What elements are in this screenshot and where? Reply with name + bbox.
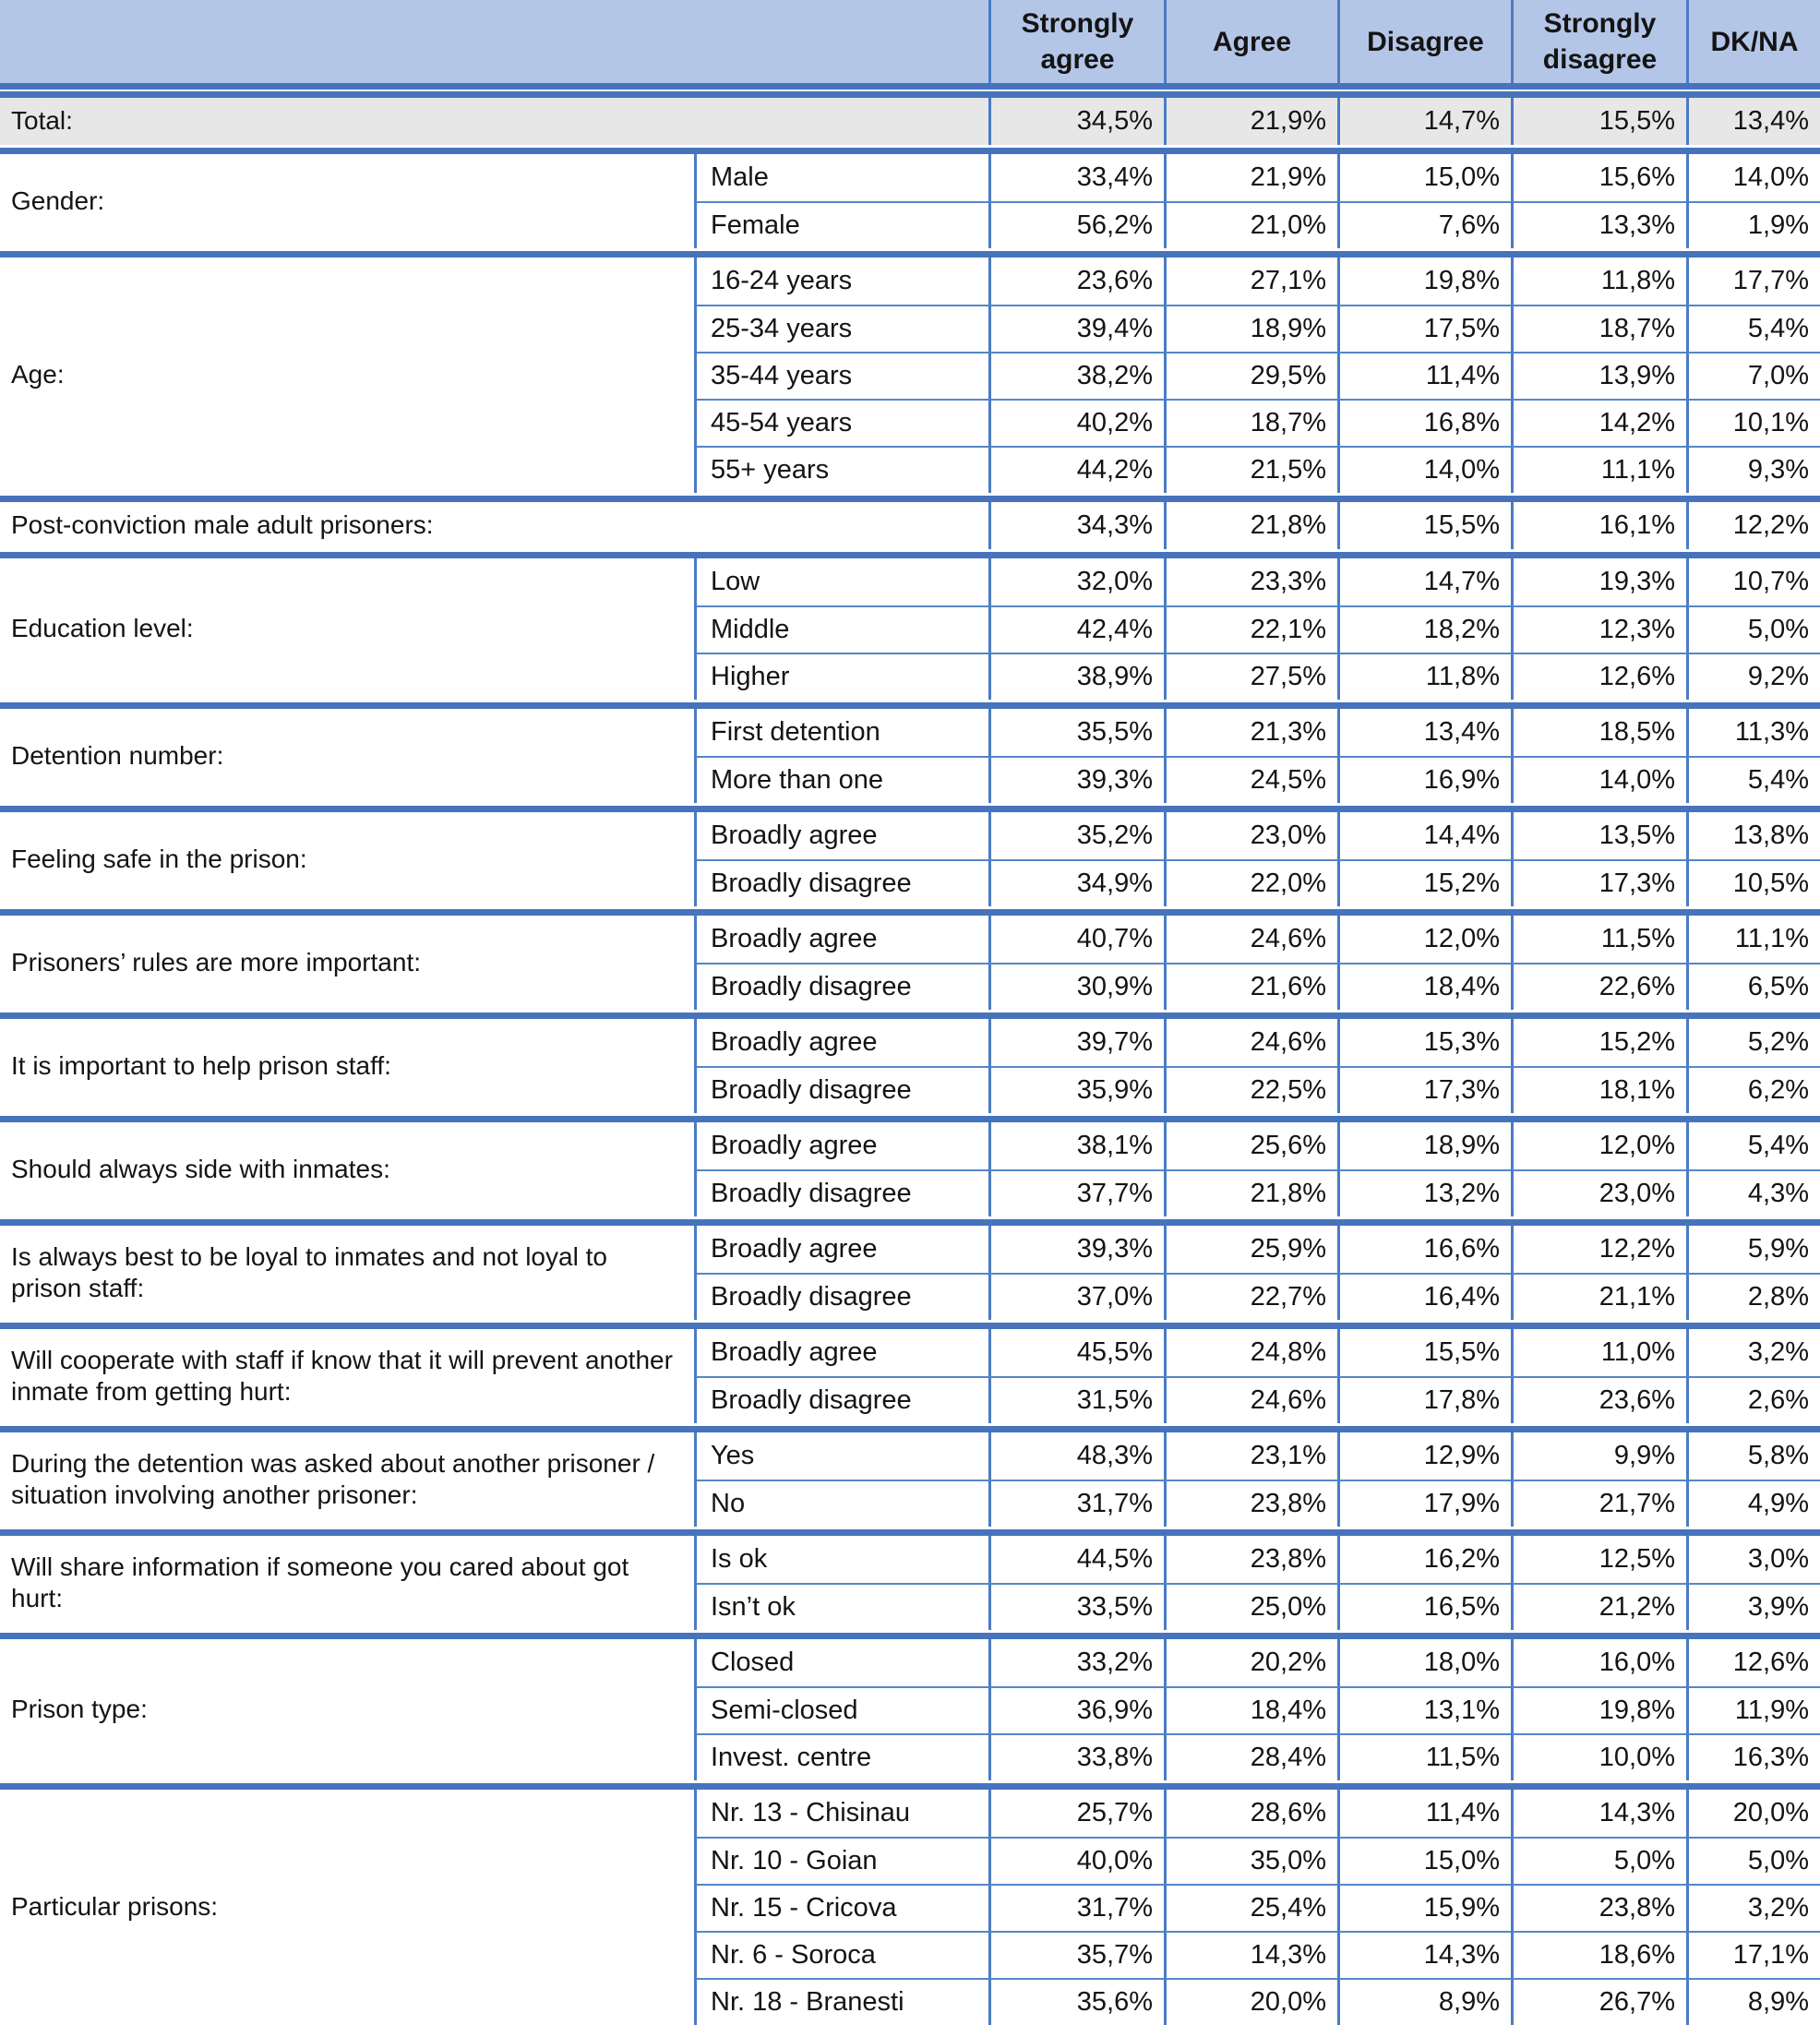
value-cell: 17,7% [1686,258,1820,305]
value-cell: 2,8% [1686,1273,1820,1320]
value-cell: 31,7% [988,1884,1164,1931]
value-cell: 18,0% [1337,1639,1511,1686]
category-label: Detention number: [11,740,224,770]
value-cell: 21,3% [1164,709,1337,756]
value-cell: 34,9% [988,859,1164,906]
value-cell: 9,3% [1686,446,1820,493]
table-header-row [0,0,1820,90]
category-label: Feeling safe in the prison: [11,844,307,873]
value-cell: 32,0% [988,558,1164,605]
value-cell: 21,1% [1511,1273,1686,1320]
value-cell: 14,3% [1164,1931,1337,1978]
value-cell: 11,8% [1337,653,1511,700]
value-cell: 12,3% [1511,605,1686,653]
value-cell: 27,1% [1164,258,1337,305]
value-cell: 34,5% [988,98,1164,145]
value-cell: 5,4% [1686,1122,1820,1169]
value-cell: 18,7% [1164,399,1337,446]
value-cell: 13,3% [1511,201,1686,248]
value-cell: 15,2% [1511,1019,1686,1066]
value-cell: 22,0% [1164,859,1337,906]
value-cell: 27,5% [1164,653,1337,700]
subcategory-label: Middle [694,605,988,653]
category-label: Is always best to be loyal to inmates and not loyal to prison staff: [11,1241,607,1302]
value-cell: 11,3% [1686,709,1820,756]
value-cell: 13,1% [1337,1686,1511,1733]
value-cell: 23,8% [1164,1480,1337,1527]
value-cell: 23,0% [1164,812,1337,859]
value-cell: 22,6% [1511,963,1686,1010]
value-cell: 23,6% [988,258,1164,305]
value-cell: 5,2% [1686,1019,1820,1066]
subcategory-label: Is ok [694,1536,988,1583]
value-cell: 12,2% [1511,1226,1686,1273]
value-cell: 16,3% [1686,1733,1820,1780]
table-section [0,806,1820,906]
value-cell: 44,2% [988,446,1164,493]
subcategory-label: Female [694,201,988,248]
subcategory-label: Low [694,558,988,605]
value-cell: 5,4% [1686,756,1820,803]
value-cell: 13,4% [1686,98,1820,145]
value-cell: 25,9% [1164,1226,1337,1273]
value-cell: 36,9% [988,1686,1164,1733]
value-cell: 40,7% [988,916,1164,963]
value-cell: 12,0% [1511,1122,1686,1169]
value-cell: 42,4% [988,605,1164,653]
category-label: Will share information if someone you cared about got hurt: [11,1552,629,1612]
value-cell: 20,2% [1164,1639,1337,1686]
value-cell: 21,9% [1164,154,1337,201]
subcategory-label: Broadly disagree [694,1273,988,1320]
subcategory-label: Broadly agree [694,812,988,859]
value-cell: 33,2% [988,1639,1164,1686]
category-label: Gender: [11,186,105,215]
value-cell: 39,7% [988,1019,1164,1066]
value-cell: 33,8% [988,1733,1164,1780]
value-cell: 25,0% [1164,1583,1337,1630]
value-cell: 3,2% [1686,1884,1820,1931]
table-section [0,1633,1820,1780]
value-cell: 40,2% [988,399,1164,446]
value-cell: 20,0% [1686,1790,1820,1837]
column-header: Strongly agree [988,0,1164,83]
value-cell: 18,9% [1337,1122,1511,1169]
value-cell: 17,3% [1337,1066,1511,1113]
category-label: Should always side with inmates: [11,1154,390,1183]
value-cell: 21,8% [1164,1169,1337,1216]
value-cell: 23,8% [1164,1536,1337,1583]
value-cell: 17,3% [1511,859,1686,906]
subcategory-label: First detention [694,709,988,756]
value-cell: 14,4% [1337,812,1511,859]
value-cell: 35,0% [1164,1837,1337,1884]
value-cell: 11,1% [1686,916,1820,963]
value-cell: 14,3% [1337,1931,1511,1978]
subcategory-label: Closed [694,1639,988,1686]
subcategory-label: Nr. 10 - Goian [694,1837,988,1884]
value-cell: 19,8% [1511,1686,1686,1733]
subcategory-label: 55+ years [694,446,988,493]
value-cell: 24,6% [1164,916,1337,963]
value-cell: 16,8% [1337,399,1511,446]
value-cell: 13,4% [1337,709,1511,756]
table-section [0,909,1820,1010]
value-cell: 33,5% [988,1583,1164,1630]
value-cell: 1,9% [1686,201,1820,248]
value-cell: 12,0% [1337,916,1511,963]
value-cell: 15,5% [1337,1329,1511,1376]
value-cell: 9,2% [1686,653,1820,700]
value-cell: 23,0% [1511,1169,1686,1216]
table-section [0,702,1820,803]
value-cell: 15,9% [1337,1884,1511,1931]
category-label: Post-conviction male adult prisoners: [11,510,434,540]
subcategory-label: Isn’t ok [694,1583,988,1630]
subcategory-label: Broadly agree [694,1122,988,1169]
value-cell: 18,6% [1511,1931,1686,1978]
subcategory-label: Broadly agree [694,1019,988,1066]
value-cell: 17,5% [1337,305,1511,352]
value-cell: 12,9% [1337,1432,1511,1480]
value-cell: 5,8% [1686,1432,1820,1480]
value-cell: 29,5% [1164,352,1337,399]
value-cell: 16,5% [1337,1583,1511,1630]
value-cell: 44,5% [988,1536,1164,1583]
column-header: DK/NA [1686,0,1820,83]
value-cell: 18,2% [1337,605,1511,653]
value-cell: 17,1% [1686,1931,1820,1978]
value-cell: 23,1% [1164,1432,1337,1480]
value-cell: 22,7% [1164,1273,1337,1320]
table-section [0,1116,1820,1216]
value-cell: 17,9% [1337,1480,1511,1527]
column-header: Strongly disagree [1511,0,1686,83]
value-cell: 35,7% [988,1931,1164,1978]
value-cell: 37,7% [988,1169,1164,1216]
table-section [0,552,1820,700]
value-cell: 23,3% [1164,558,1337,605]
value-cell: 48,3% [988,1432,1164,1480]
value-cell: 12,6% [1511,653,1686,700]
value-cell: 11,5% [1337,1733,1511,1780]
value-cell: 21,5% [1164,446,1337,493]
value-cell: 11,9% [1686,1686,1820,1733]
value-cell: 24,6% [1164,1019,1337,1066]
value-cell: 19,8% [1337,258,1511,305]
value-cell: 13,2% [1337,1169,1511,1216]
value-cell: 22,5% [1164,1066,1337,1113]
value-cell: 35,6% [988,1978,1164,2025]
value-cell: 38,2% [988,352,1164,399]
category-label: Prisoners’ rules are more important: [11,947,422,977]
value-cell: 22,1% [1164,605,1337,653]
value-cell: 11,0% [1511,1329,1686,1376]
subcategory-label: Broadly agree [694,916,988,963]
value-cell: 15,3% [1337,1019,1511,1066]
value-cell: 24,5% [1164,756,1337,803]
value-cell: 8,9% [1337,1978,1511,2025]
value-cell: 31,5% [988,1376,1164,1423]
value-cell: 16,6% [1337,1226,1511,1273]
value-cell: 14,0% [1511,756,1686,803]
value-cell: 3,2% [1686,1329,1820,1376]
category-label: It is important to help prison staff: [11,1050,391,1080]
value-cell: 5,0% [1686,605,1820,653]
value-cell: 12,5% [1511,1536,1686,1583]
column-header: Agree [1164,0,1337,83]
category-label: During the detention was asked about another prisoner / situation involving another prisoner: [11,1448,655,1509]
value-cell: 10,0% [1511,1733,1686,1780]
value-cell: 14,7% [1337,558,1511,605]
value-cell: 56,2% [988,201,1164,248]
table-section [0,1012,1820,1113]
value-cell: 11,1% [1511,446,1686,493]
value-cell: 14,3% [1511,1790,1686,1837]
value-cell: 20,0% [1164,1978,1337,2025]
subcategory-label: Higher [694,653,988,700]
category-label: Prison type: [11,1695,148,1724]
value-cell: 6,5% [1686,963,1820,1010]
table-section [0,251,1820,493]
table-section [0,148,1820,248]
value-cell: 10,1% [1686,399,1820,446]
table-section [0,1323,1820,1423]
value-cell: 21,0% [1164,201,1337,248]
subcategory-label: Invest. centre [694,1733,988,1780]
value-cell: 19,3% [1511,558,1686,605]
value-cell: 39,3% [988,1226,1164,1273]
value-cell: 25,4% [1164,1884,1337,1931]
value-cell: 7,0% [1686,352,1820,399]
value-cell: 39,3% [988,756,1164,803]
value-cell: 15,6% [1511,154,1686,201]
subcategory-label: Broadly agree [694,1226,988,1273]
value-cell: 12,6% [1686,1639,1820,1686]
value-cell: 5,0% [1511,1837,1686,1884]
value-cell: 45,5% [988,1329,1164,1376]
value-cell: 15,2% [1337,859,1511,906]
value-cell: 40,0% [988,1837,1164,1884]
table-section [0,1529,1820,1630]
value-cell: 13,5% [1511,812,1686,859]
value-cell: 5,9% [1686,1226,1820,1273]
subcategory-label: Broadly disagree [694,963,988,1010]
table-section [0,1426,1820,1527]
value-cell: 11,4% [1337,352,1511,399]
value-cell: 21,6% [1164,963,1337,1010]
value-cell: 23,6% [1511,1376,1686,1423]
category-label: Total: [0,98,988,145]
value-cell: 10,5% [1686,859,1820,906]
subcategory-label: Nr. 18 - Branesti [694,1978,988,2025]
subcategory-label: Broadly disagree [694,859,988,906]
value-cell: 35,9% [988,1066,1164,1113]
subcategory-label: Nr. 6 - Soroca [694,1931,988,1978]
value-cell: 23,8% [1511,1884,1686,1931]
subcategory-label: 25-34 years [694,305,988,352]
value-cell: 17,8% [1337,1376,1511,1423]
value-cell: 30,9% [988,963,1164,1010]
value-cell: 18,9% [1164,305,1337,352]
value-cell: 5,0% [1686,1837,1820,1884]
value-cell: 14,2% [1511,399,1686,446]
value-cell: 16,0% [1511,1639,1686,1686]
value-cell: 12,2% [1686,502,1820,549]
value-cell: 9,9% [1511,1432,1686,1480]
value-cell: 33,4% [988,154,1164,201]
value-cell: 24,8% [1164,1329,1337,1376]
value-cell: 35,5% [988,709,1164,756]
value-cell: 16,1% [1511,502,1686,549]
category-label: Education level: [11,614,194,643]
subcategory-label: Male [694,154,988,201]
table-section [0,91,1820,145]
value-cell: 7,6% [1337,201,1511,248]
table-section [0,1783,1820,2025]
value-cell: 5,4% [1686,305,1820,352]
value-cell: 6,2% [1686,1066,1820,1113]
value-cell: 38,1% [988,1122,1164,1169]
value-cell: 16,4% [1337,1273,1511,1320]
value-cell: 34,3% [988,502,1164,549]
value-cell: 15,0% [1337,154,1511,201]
value-cell: 18,1% [1511,1066,1686,1113]
value-cell: 18,7% [1511,305,1686,352]
header-spacer-cell [0,0,988,83]
value-cell: 8,9% [1686,1978,1820,2025]
value-cell: 16,9% [1337,756,1511,803]
subcategory-label: Nr. 15 - Cricova [694,1884,988,1931]
value-cell: 14,0% [1686,154,1820,201]
value-cell: 31,7% [988,1480,1164,1527]
value-cell: 21,7% [1511,1480,1686,1527]
value-cell: 13,9% [1511,352,1686,399]
value-cell: 14,0% [1337,446,1511,493]
subcategory-label: Nr. 13 - Chisinau [694,1790,988,1837]
value-cell: 21,9% [1164,98,1337,145]
subcategory-label: More than one [694,756,988,803]
value-cell: 4,9% [1686,1480,1820,1527]
value-cell: 39,4% [988,305,1164,352]
value-cell: 18,4% [1164,1686,1337,1733]
value-cell: 24,6% [1164,1376,1337,1423]
value-cell: 10,7% [1686,558,1820,605]
value-cell: 21,2% [1511,1583,1686,1630]
value-cell: 3,0% [1686,1536,1820,1583]
subcategory-label: Semi-closed [694,1686,988,1733]
subcategory-label: 45-54 years [694,399,988,446]
value-cell: 16,2% [1337,1536,1511,1583]
value-cell: 35,2% [988,812,1164,859]
subcategory-label: Yes [694,1432,988,1480]
value-cell: 3,9% [1686,1583,1820,1630]
value-cell: 11,8% [1511,258,1686,305]
subcategory-label: Broadly agree [694,1329,988,1376]
subcategory-label: Broadly disagree [694,1376,988,1423]
column-header: Disagree [1337,0,1511,83]
value-cell: 13,8% [1686,812,1820,859]
value-cell: 4,3% [1686,1169,1820,1216]
value-cell: 15,5% [1511,98,1686,145]
value-cell: 38,9% [988,653,1164,700]
value-cell: 25,7% [988,1790,1164,1837]
value-cell: 2,6% [1686,1376,1820,1423]
value-cell: 18,4% [1337,963,1511,1010]
value-cell: 26,7% [1511,1978,1686,2025]
subcategory-label: 35-44 years [694,352,988,399]
value-cell: 11,5% [1511,916,1686,963]
value-cell: 14,7% [1337,98,1511,145]
category-label: Age: [11,360,65,389]
subcategory-label: Broadly disagree [694,1066,988,1113]
category-label: Particular prisons: [11,1892,219,1922]
table-section [0,1219,1820,1320]
value-cell: 21,8% [1164,502,1337,549]
table-section [0,496,1820,549]
category-label: Will cooperate with staff if know that it will prevent another inmate from getting hurt: [11,1345,673,1406]
value-cell: 28,6% [1164,1790,1337,1837]
value-cell: 15,0% [1337,1837,1511,1884]
value-cell: 25,6% [1164,1122,1337,1169]
value-cell: 18,5% [1511,709,1686,756]
value-cell: 11,4% [1337,1790,1511,1837]
subcategory-label: Broadly disagree [694,1169,988,1216]
table-body [0,91,1820,2025]
value-cell: 15,5% [1337,502,1511,549]
value-cell: 28,4% [1164,1733,1337,1780]
subcategory-label: No [694,1480,988,1527]
subcategory-label: 16-24 years [694,258,988,305]
value-cell: 37,0% [988,1273,1164,1320]
